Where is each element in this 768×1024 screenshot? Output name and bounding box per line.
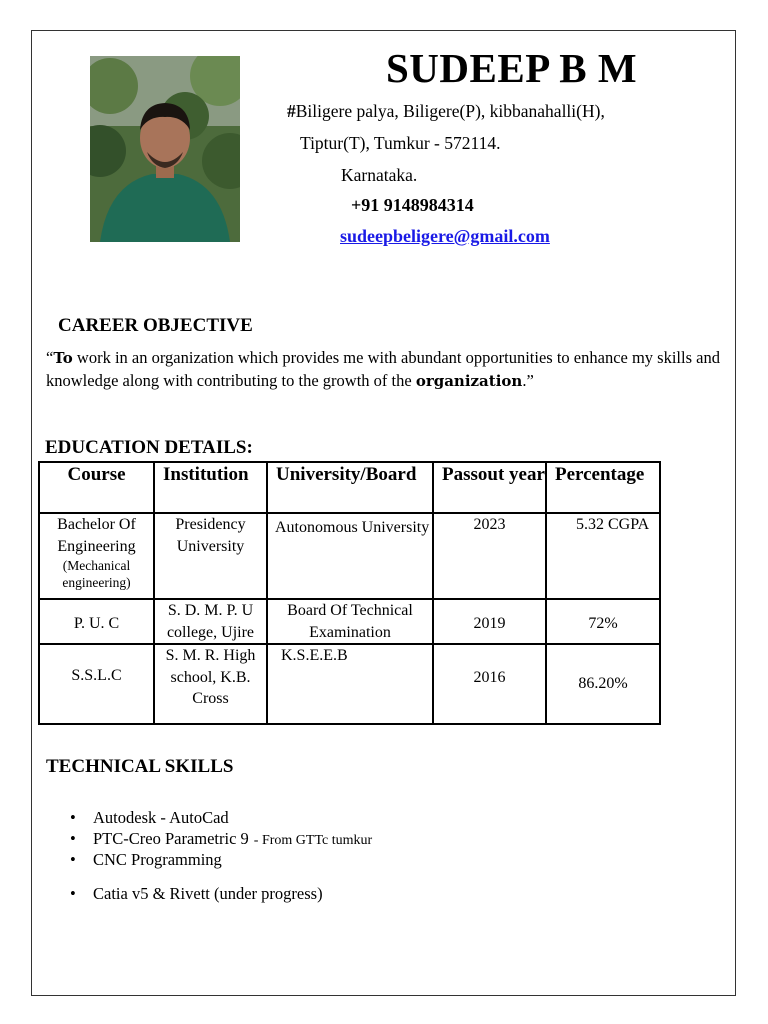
cell-institution: S. D. M. P. U college, Ujire: [154, 599, 267, 644]
skill-name: PTC-Creo Parametric 9: [93, 829, 249, 848]
cell-percentage: 5.32 CGPA: [546, 513, 660, 599]
profile-photo: [90, 56, 240, 242]
cell-year: 2023: [433, 513, 546, 599]
objective-last-word: organization: [415, 371, 523, 390]
bullet-icon: •: [70, 829, 76, 848]
table-row: [39, 644, 660, 724]
close-quote: .”: [522, 370, 534, 390]
cell-institution: S. M. R. High school, K.B. Cross: [154, 644, 267, 724]
skill-text: Autodesk - AutoCad: [93, 808, 229, 827]
cell-percentage: 72%: [546, 599, 660, 644]
cell-course: S.S.L.C: [39, 644, 154, 724]
objective-first-word: To: [53, 349, 73, 367]
education-header-row: [39, 462, 660, 513]
cell-course: [39, 513, 154, 599]
skill-note: - From GTTc tumkur: [253, 833, 373, 848]
phone-number: +91 9148984314: [351, 195, 474, 215]
education-table: [38, 461, 661, 725]
cell-institution: Presidency University: [154, 513, 267, 599]
col-header-percentage: Percentage: [546, 462, 660, 513]
cell-board: Board Of Technical Examination: [267, 599, 433, 644]
col-header-year: Passout year: [433, 462, 546, 513]
candidate-name: SUDEEP B M: [386, 45, 638, 91]
course-note: (Mechanical engineering): [62, 558, 131, 590]
address-line-2: Tiptur(T), Tumkur - 572114.: [300, 133, 501, 153]
cell-board: K.S.E.E.B: [267, 644, 433, 724]
education-heading: EDUCATION DETAILS:: [45, 437, 253, 458]
address-line-3: Karnataka.: [341, 165, 418, 185]
table-row: [39, 513, 660, 599]
address-hash: #: [287, 101, 296, 121]
email-link[interactable]: sudeepbeligere@gmail.com: [340, 226, 550, 246]
address-line-1-text: Biligere palya, Biligere(P), kibbanahalli(H),: [295, 101, 605, 121]
bullet-icon: •: [70, 850, 76, 869]
skill-text: Catia v5 & Rivett (under progress): [93, 884, 323, 903]
col-header-institution: Institution: [154, 462, 267, 513]
course-name: Bachelor Of Engineering: [57, 516, 136, 555]
career-objective-text: [46, 347, 726, 392]
open-quote: “: [46, 348, 54, 367]
table-row: [39, 599, 660, 644]
career-objective-heading: CAREER OBJECTIVE: [58, 315, 253, 336]
cell-board: Autonomous University: [267, 513, 433, 599]
address-line-1: [287, 101, 605, 122]
col-header-course: Course: [39, 462, 154, 513]
bullet-icon: •: [70, 808, 76, 827]
cell-course: P. U. C: [39, 599, 154, 644]
col-header-board: University/Board: [267, 462, 433, 513]
objective-body: work in an organization which provides me with abundant opportunities to enhance my skills and knowledge along with contributing to the growth of the: [46, 348, 720, 390]
bullet-icon: •: [70, 884, 76, 903]
cell-year: 2019: [433, 599, 546, 644]
technical-skills-heading: TECHNICAL SKILLS: [46, 756, 234, 777]
cell-year: 2016: [433, 644, 546, 724]
skill-text: [93, 829, 372, 849]
cell-percentage: 86.20%: [546, 644, 660, 724]
skill-text: CNC Programming: [93, 850, 222, 869]
